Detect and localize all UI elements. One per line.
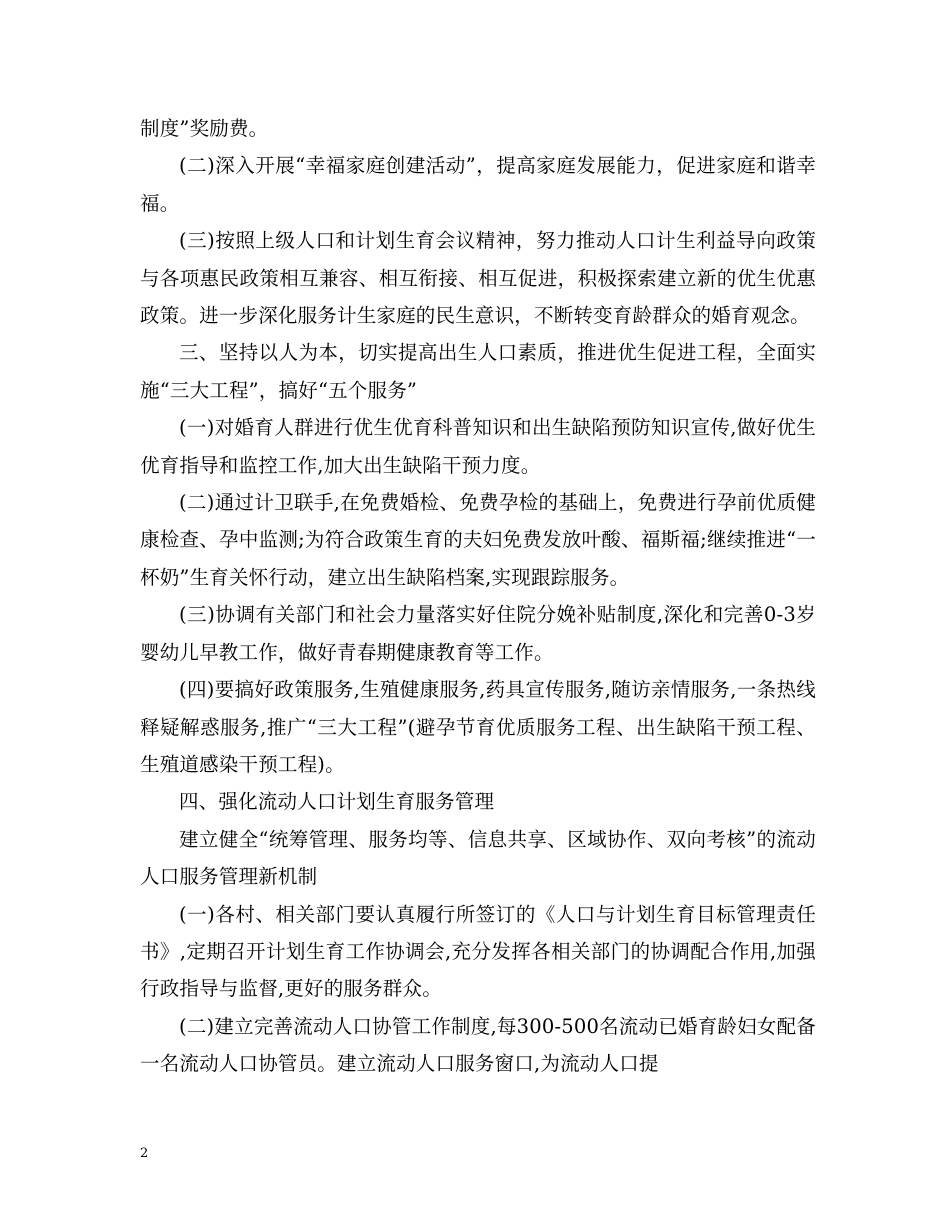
paragraph: (二)深入开展“幸福家庭创建活动”，提高家庭发展能力，促进家庭和谐幸福。 (140, 154, 816, 215)
paragraph: (一)对婚育人群进行优生优育科普知识和出生缺陷预防知识宣传,做好优生优育指导和监控工作,加大出生缺陷干预力度。 (140, 416, 816, 477)
paragraph: 建立健全“统筹管理、服务均等、信息共享、区域协作、双向考核”的流动人口服务管理新机制 (140, 827, 816, 889)
section-heading: 四、强化流动人口计划生育服务管理 (179, 790, 495, 814)
paragraph: 制度”奖励费。 (140, 117, 269, 140)
paragraph: (二)建立完善流动人口协管工作制度,每300-500名流动已婚育龄妇女配备一名流动人口协管员。建立流动人口服务窗口,为流动人口提 (140, 1014, 816, 1076)
paragraph: (三)协调有关部门和社会力量落实好住院分娩补贴制度,深化和完善0-3岁婴幼儿早教工作，做好青春期健康教育等工作。 (140, 603, 816, 664)
paragraph: (二)通过计卫联手,在免费婚检、免费孕检的基础上，免费进行孕前优质健康检查、孕中监测;为符合政策生育的夫妇免费发放叶酸、福斯福;继续推进“一杯奶”生育关怀行动，建立出生缺陷档案,实现跟踪服务。 (140, 491, 816, 589)
paragraph: (一)各村、相关部门要认真履行所签订的《人口与计划生育目标管理责任书》,定期召开计划生育工作协调会,充分发挥各相关部门的协调配合作用,加强行政指导与监督,更好的服务群众。 (140, 902, 816, 1001)
body-text (140, 110, 816, 1083)
section-heading: 三、坚持以人为本，切实提高出生人口素质，推进优生促进工程，全面实施“三大工程”，搞好“五个服务” (140, 341, 816, 402)
paragraph: (三)按照上级人口和计划生育会议精神，努力推动人口计生利益导向政策与各项惠民政策相互兼容、相互衔接、相互促进，积极探索建立新的优生优惠政策。进一步深化服务计生家庭的民生意识，不断转变育龄群众的婚育观念。 (140, 229, 816, 328)
paragraph: (四)要搞好政策服务,生殖健康服务,药具宣传服务,随访亲情服务,一条热线释疑解惑服务,推广“三大工程”(避孕节育优质服务工程、出生缺陷干预工程、生殖道感染干预工程)。 (140, 678, 816, 776)
page-number: 2 (140, 1146, 149, 1161)
